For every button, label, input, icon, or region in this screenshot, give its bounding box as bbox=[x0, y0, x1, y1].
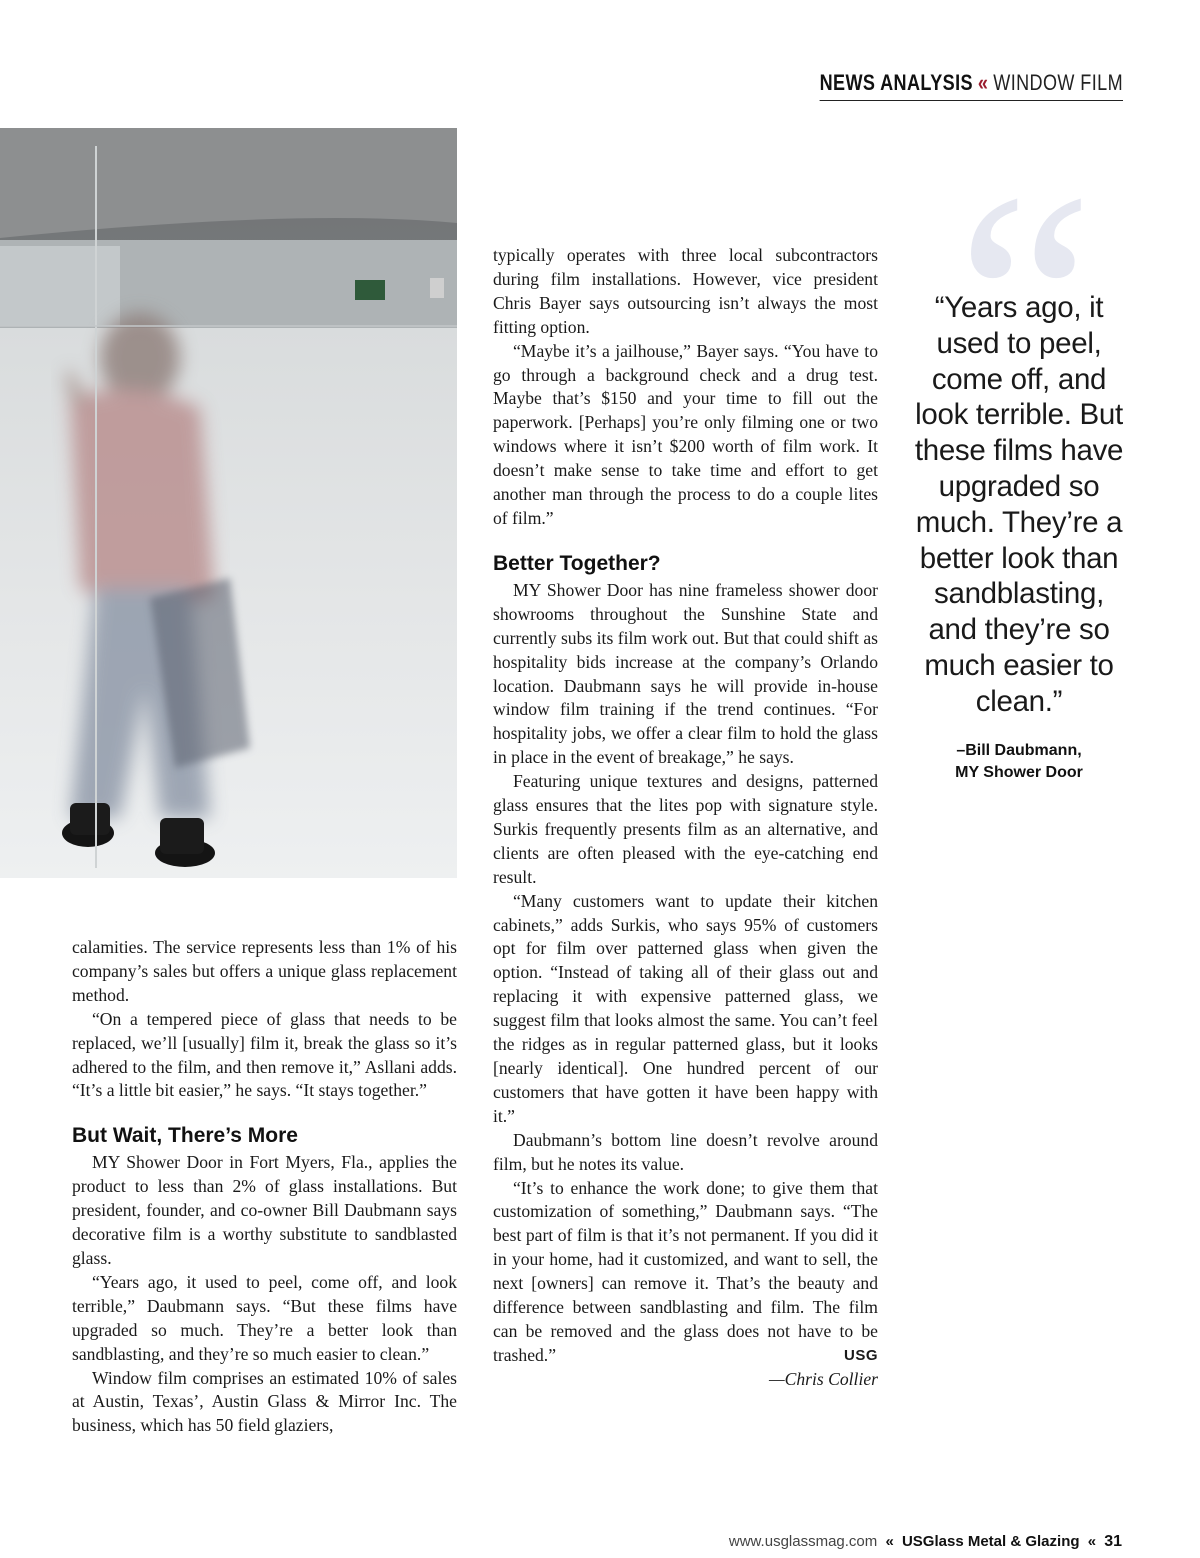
frosted-glass-photo bbox=[0, 128, 457, 878]
pull-quote-attribution bbox=[906, 740, 1132, 784]
paragraph: Window film comprises an estimated 10% of sales at Austin, Texas’, Austin Glass & Mirror Inc. The business, which has 50 field glaziers, bbox=[72, 1367, 457, 1436]
article-photo bbox=[0, 128, 457, 878]
chevron-separator-icon: « bbox=[977, 70, 989, 95]
topic-label: WINDOW FILM bbox=[993, 70, 1123, 95]
pull-quote: “Years ago, it used to peel, come off, and look terrible. But these films have upgraded so much. They’re a better look than sandblasting, and they’re so much easier to clean.” bbox=[914, 291, 1124, 718]
paragraph: Daubmann’s bottom line doesn’t revolve around film, but he notes its value. bbox=[493, 1129, 878, 1174]
chevron-separator-icon: « bbox=[1087, 1533, 1097, 1550]
section-header bbox=[820, 68, 1123, 101]
section-label: NEWS ANALYSIS bbox=[819, 70, 973, 95]
paragraph: “Years ago, it used to peel, come off, and look terrible,” Daubmann says. “But these films have upgraded so much. They’re a better look than sandblasting, and they’re so much easier to clean.” bbox=[72, 1271, 457, 1364]
subheading: Better Together? bbox=[493, 551, 661, 575]
page-footer bbox=[729, 1533, 1122, 1551]
article-column-1 bbox=[72, 936, 457, 1438]
paragraph: MY Shower Door has nine frameless shower door showrooms throughout the Sunshine State and currently subs its film work out. But that could shift as hospitality bids increase at the company’s Orlando location. Daubmann says he will provide in-house window film training if the trend continues. “For hospitality jobs, we offer a clear film to hold the glass in place in the event of breakage,” he says. bbox=[493, 579, 878, 768]
attribution-company: MY Shower Door bbox=[955, 764, 1083, 781]
subheading: But Wait, There’s More bbox=[72, 1124, 298, 1148]
page-number: 31 bbox=[1104, 1533, 1122, 1550]
footer-url: www.usglassmag.com bbox=[728, 1533, 878, 1550]
magazine-name: USGlass Metal & Glazing bbox=[901, 1533, 1080, 1550]
paragraph: “Many customers want to update their kitchen cabinets,” adds Surkis, who says 95% of customers opt for film over patterned glass when given the option. “Instead of taking all of their glass out and replacing it with expensive patterned glass, we suggest film that looks almost the same. You can’t feel the ridges as in regular patterned glass, but it looks [nearly identical]. One hundred percent of our customers that have gotten it have been happy with it.” bbox=[493, 890, 878, 1126]
paragraph: Featuring unique textures and designs, patterned glass ensures that the lites pop with signature style. Surkis frequently presents film as an alternative, and clients are often pleased with the eye-catching end result. bbox=[493, 771, 878, 887]
paragraph: “Maybe it’s a jailhouse,” Bayer says. “You have to go through a background check and a drug test. Maybe that’s $150 and your time to fill out the paperwork. [Perhaps] you’re only filming one or two windows where it isn’t $200 worth of film work. It doesn’t make sense to take time and effort to get another man through the process to do a couple lites of film.” bbox=[493, 340, 878, 528]
paragraph: calamities. The service represents less than 1% of his company’s sales but offers a unique glass replacement method. bbox=[72, 937, 457, 1005]
attribution-name: –Bill Daubmann, bbox=[956, 742, 1082, 759]
author-byline: —Chris Collier bbox=[768, 1368, 878, 1389]
paragraph: “It’s to enhance the work done; to give them that customization of something,” Daubmann says. “The best part of film is that it’s not permanent. If you did it in your home, had it customized, and want to sell, the next [owners] can remove it. That’s the beauty and difference between sandblasting and film. The film can be removed and the glass does not have to be trashed.” bbox=[493, 1177, 878, 1365]
paragraph: MY Shower Door in Fort Myers, Fla., applies the product to less than 2% of glass installations. But president, founder, and co-owner Bill Daubmann says decorative film is a worthy substitute to sandblasted glass. bbox=[72, 1152, 457, 1268]
final-paragraph-row bbox=[493, 1177, 878, 1368]
end-mark: USG bbox=[843, 1346, 878, 1364]
paragraph: typically operates with three local subcontractors during film installations. However, vice president Chris Bayer says outsourcing isn’t always the most fitting option. bbox=[493, 245, 878, 337]
chevron-separator-icon: « bbox=[885, 1533, 894, 1550]
paragraph: “On a tempered piece of glass that needs to be replaced, we’ll [usually] film it, break the glass so it’s adhered to the film, and then remove it,” Asllani adds. “It’s a little bit easier,” he says. “It stays together.” bbox=[72, 1008, 457, 1101]
article-column-2 bbox=[493, 244, 878, 1392]
